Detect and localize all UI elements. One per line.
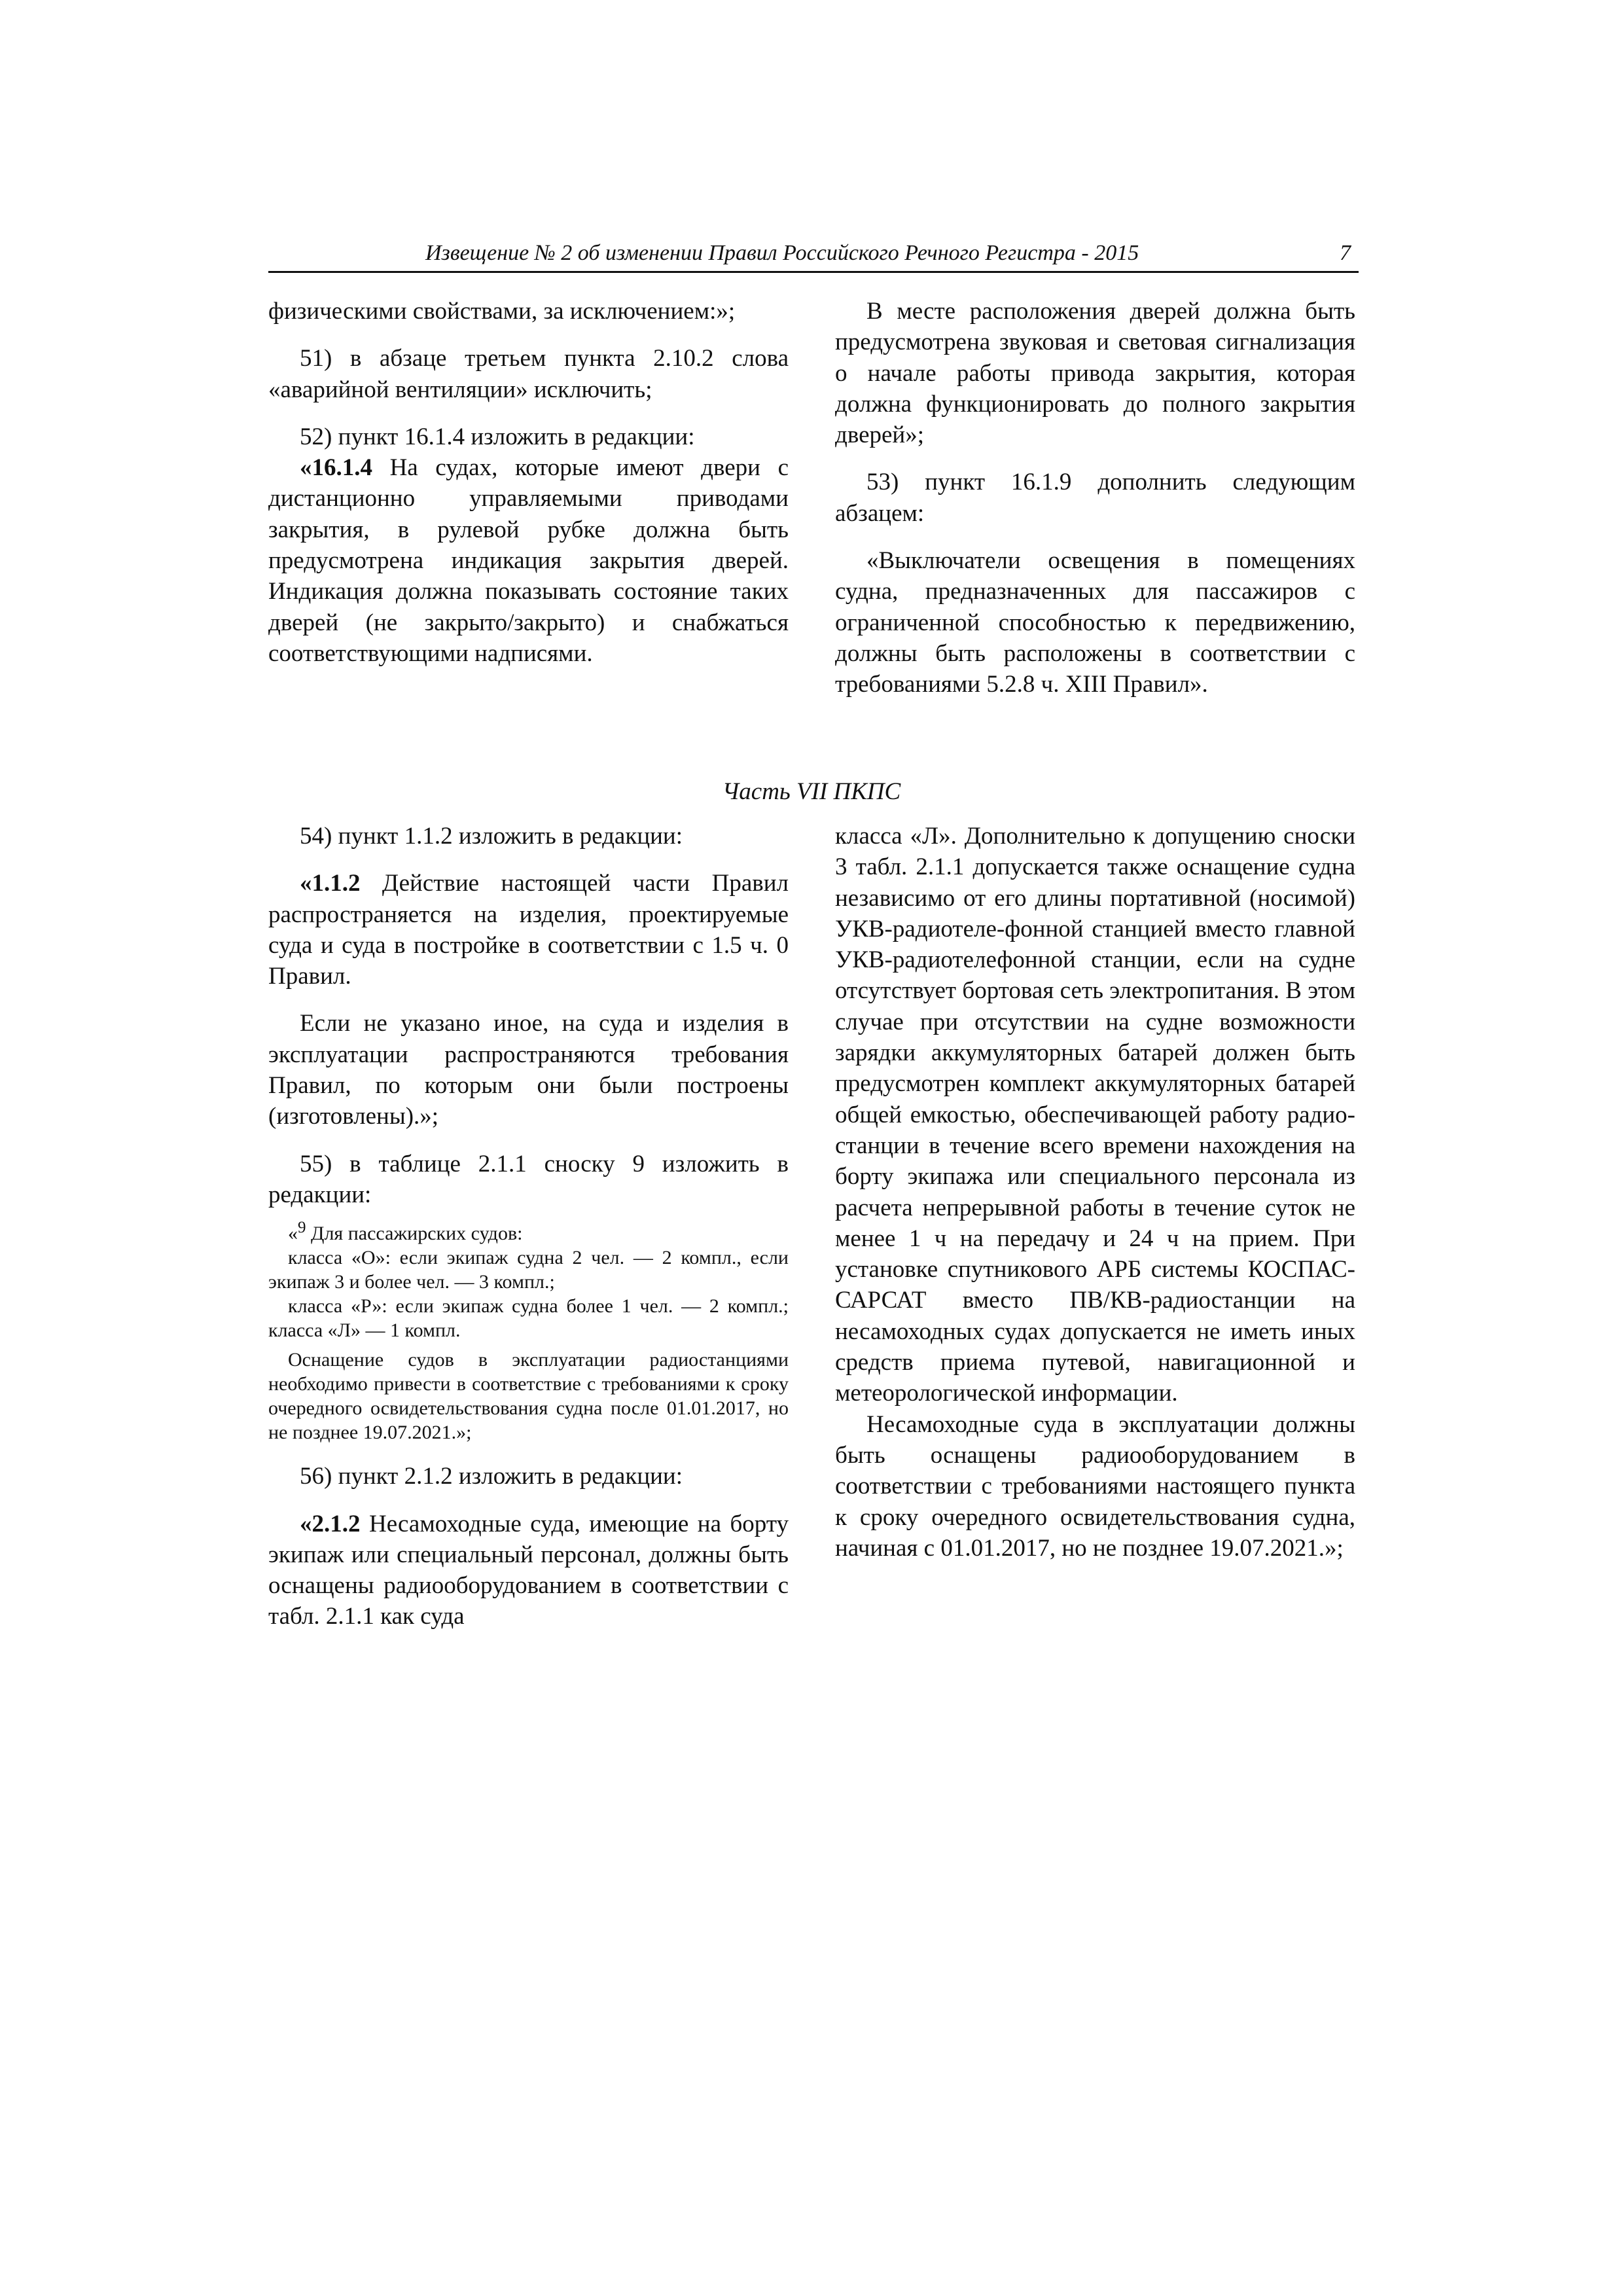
paragraph: В месте расположения дверей должна быть предусмотрена звуковая и световая сигнализация о начале работы привода закрытия, которая должна функционировать до полного закрытия дверей»;	[835, 298, 1355, 449]
bottom-left-column	[268, 821, 789, 1632]
bottom-right-column	[835, 821, 1355, 1564]
paragraph-16-1-4	[268, 452, 789, 669]
clause-text: Действие настоящей части Правил распространяется на изделия, проектируемые суда и суда в постройке в соответствии с 1.5 ч. 0 Правил.	[268, 870, 789, 990]
paragraph-quote: «Выключатели освещения в помещениях судна, предназначенных для пассажиров с ограниченной способностью к передвижению, должны быть расположены в соответствии с требованиями 5.2.8 ч. XIII Правил».	[835, 547, 1355, 698]
footnote-line	[268, 1215, 789, 1246]
paragraph-item-56: 56) пункт 2.1.2 изложить в редакции:	[300, 1463, 683, 1490]
paragraph-item-53: 53) пункт 16.1.9 дополнить следующим абзацем:	[835, 469, 1355, 527]
paragraph-2-1-2	[268, 1509, 789, 1632]
footnote-open-quote: «	[288, 1223, 298, 1245]
paragraph-item-54: 54) пункт 1.1.2 изложить в редакции:	[300, 823, 683, 850]
section-title: Часть VII ПКПС	[722, 778, 901, 805]
paragraph-item-51: 51) в абзаце третьем пункта 2.10.2 слова «аварийной вентиляции» исключить;	[268, 345, 789, 403]
top-right-column	[835, 296, 1355, 700]
clause-number: «16.1.4	[300, 454, 372, 482]
footnote-line: класса «Р»: если экипаж судна более 1 чел. — 2 компл.; класса «Л» — 1 компл.	[268, 1295, 789, 1342]
running-header	[268, 241, 1359, 273]
paragraph: класса «Л». Дополнительно к допущению сноски 3 табл. 2.1.1 допускается также оснащение судна независимо от его длины портативной (носимой) УКВ-радиотеле-фонной станцией вместо главной УКВ-радиотелефонной станции, если на судне отсутствует бортовая сеть электропитания. В этом случае при отсутствии на судне возможности зарядки аккумуляторных батарей должен быть предусмотрен комплект аккумуляторных батарей общей емкостью, обеспечивающей работу радиостанции в течение всего времени нахождения на борту экипажа или специального персонала из расчета непрерывной работы в течение суток не менее 1 ч на передачу и 24 ч на прием. При установке спутникового АРБ системы КОСПАС-САРСАТ вместо ПВ/КВ-радиостанции на несамоходных судах допускается не иметь иных средств приема путевой, навигационной и метеорологической информации.	[835, 823, 1355, 1407]
page-number: 7	[1340, 241, 1351, 265]
footnote-marker: 9	[298, 1219, 306, 1237]
header-title: Извещение № 2 об изменении Правил Российского Речного Регистра - 2015	[425, 241, 1139, 265]
footnote-text: Для пассажирских судов:	[306, 1223, 523, 1245]
footnote-line: класса «О»: если экипаж судна 2 чел. — 2 компл., если экипаж 3 и более чел. — 3 компл.;	[268, 1247, 789, 1293]
top-left-column	[268, 296, 789, 669]
paragraph: Несамоходные суда в эксплуатации должны быть оснащены радиооборудованием в соответствии с требованиями настоящего пункта к сроку очередного освидетельствования судна, начиная с 01.01.2017, но не позднее 19.07.2021.»;	[835, 1410, 1355, 1562]
clause-text: Несамоходные суда, имеющие на борту экипаж или специальный персонал, должны быть оснащены радиооборудованием в соответствии с табл. 2.1.1 как суда	[268, 1510, 789, 1630]
paragraph-1-1-2	[268, 868, 789, 992]
clause-number: «1.1.2	[300, 870, 361, 897]
paragraph: физическими свойствами, за исключением:»;	[268, 298, 736, 325]
paragraph-item-52: 52) пункт 16.1.4 изложить в редакции:	[300, 423, 695, 450]
footnote-line: Оснащение судов в эксплуатации радиостанциями необходимо привести в соответствие с требованиями к сроку очередного освидетельствования судна после 01.01.2017, но не позднее 19.07.2021.»;	[268, 1349, 789, 1444]
paragraph: Если не указано иное, на суда и изделия в эксплуатации распространяются требования Правил, по которым они были построены (изготовлены).»;	[268, 1010, 789, 1130]
clause-text: На судах, которые имеют двери с дистанционно управляемыми приводами закрытия, в рулевой рубке должна быть предусмотрена индикация закрытия дверей. Индикация должна показывать состояние таких дверей (не закрыто/закрыто) и снабжаться соответствующими надписями.	[268, 454, 789, 667]
clause-number: «2.1.2	[300, 1510, 361, 1537]
paragraph-item-55: 55) в таблице 2.1.1 сноску 9 изложить в редакции:	[268, 1150, 789, 1208]
